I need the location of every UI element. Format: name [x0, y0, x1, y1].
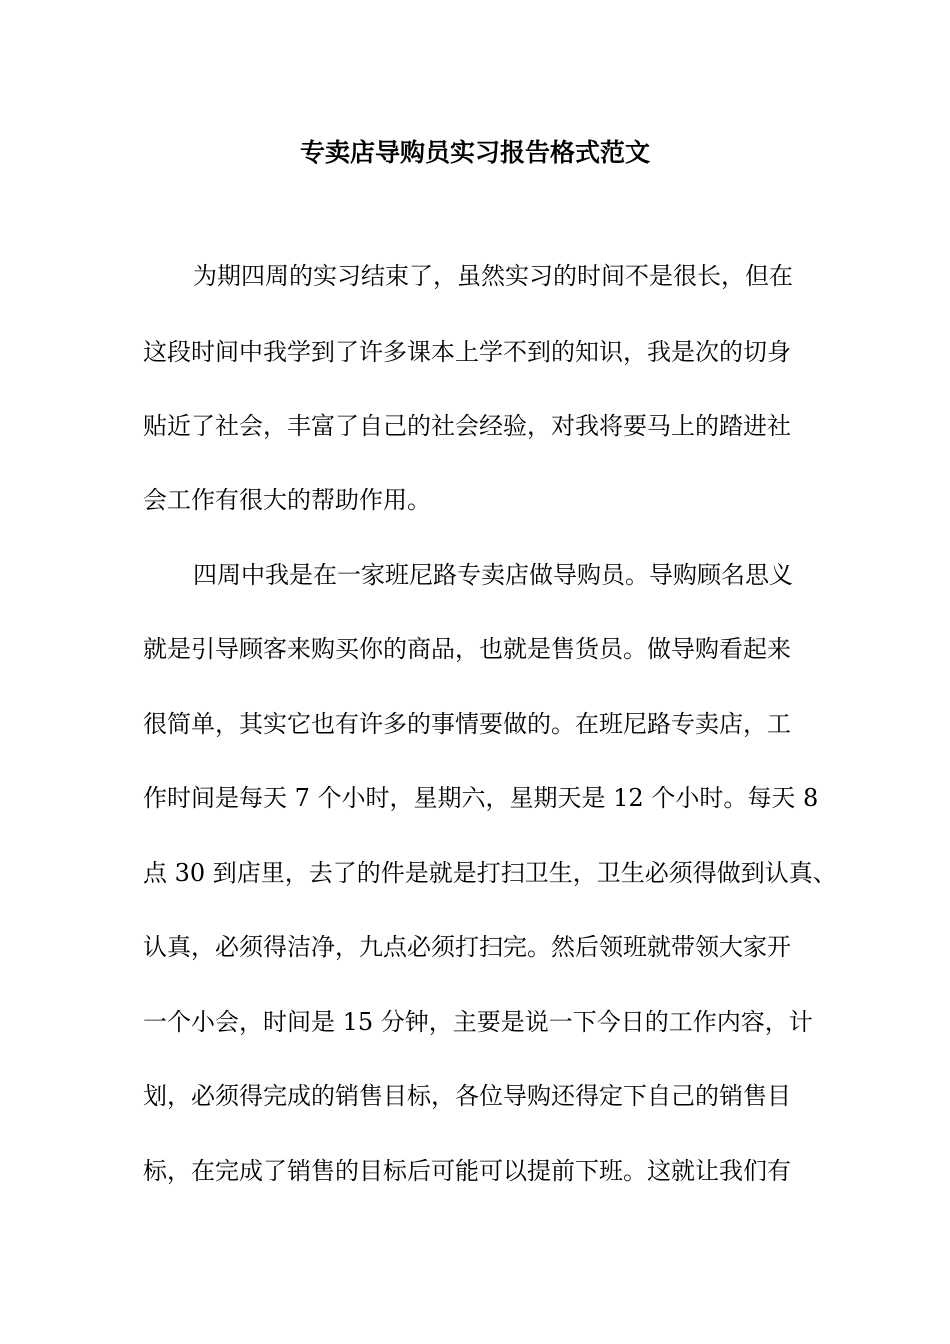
- paragraph-2-line-5: 点 30 到店里，去了的件是就是打扫卫生，卫生必须得做到认真、: [143, 859, 837, 887]
- paragraph-1-line-1: 为期四周的实习结束了，虽然实习的时间不是很长，但在: [193, 262, 793, 290]
- paragraph-2-line-4: 作时间是每天 7 个小时，星期六，星期天是 12 个小时。每天 8: [143, 784, 819, 812]
- paragraph-2-line-3: 很简单，其实它也有许多的事情要做的。在班尼路专卖店，工: [143, 710, 791, 738]
- paragraph-2-line-1: 四周中我是在一家班尼路专卖店做导购员。导购顾名思义: [193, 561, 793, 589]
- paragraph-2-line-9: 标，在完成了销售的目标后可能可以提前下班。这就让我们有: [143, 1157, 791, 1185]
- paragraph-2-line-2: 就是引导顾客来购买你的商品，也就是售货员。做导购看起来: [143, 635, 791, 663]
- paragraph-2-line-8: 划，必须得完成的销售目标，各位导购还得定下自己的销售目: [143, 1082, 791, 1110]
- paragraph-2-line-7: 一个小会，时间是 15 分钟，主要是说一下今日的工作内容，计: [143, 1008, 813, 1036]
- paragraph-1-line-2: 这段时间中我学到了许多课本上学不到的知识，我是次的切身: [143, 338, 791, 366]
- paragraph-1-line-4: 会工作有很大的帮助作用。: [143, 486, 431, 514]
- paragraph-2-line-6: 认真，必须得洁净，九点必须打扫完。然后领班就带领大家开: [143, 933, 791, 961]
- paragraph-1-line-3: 贴近了社会，丰富了自己的社会经验，对我将要马上的踏进社: [143, 412, 791, 440]
- document-title: 专卖店导购员实习报告格式范文: [299, 138, 650, 167]
